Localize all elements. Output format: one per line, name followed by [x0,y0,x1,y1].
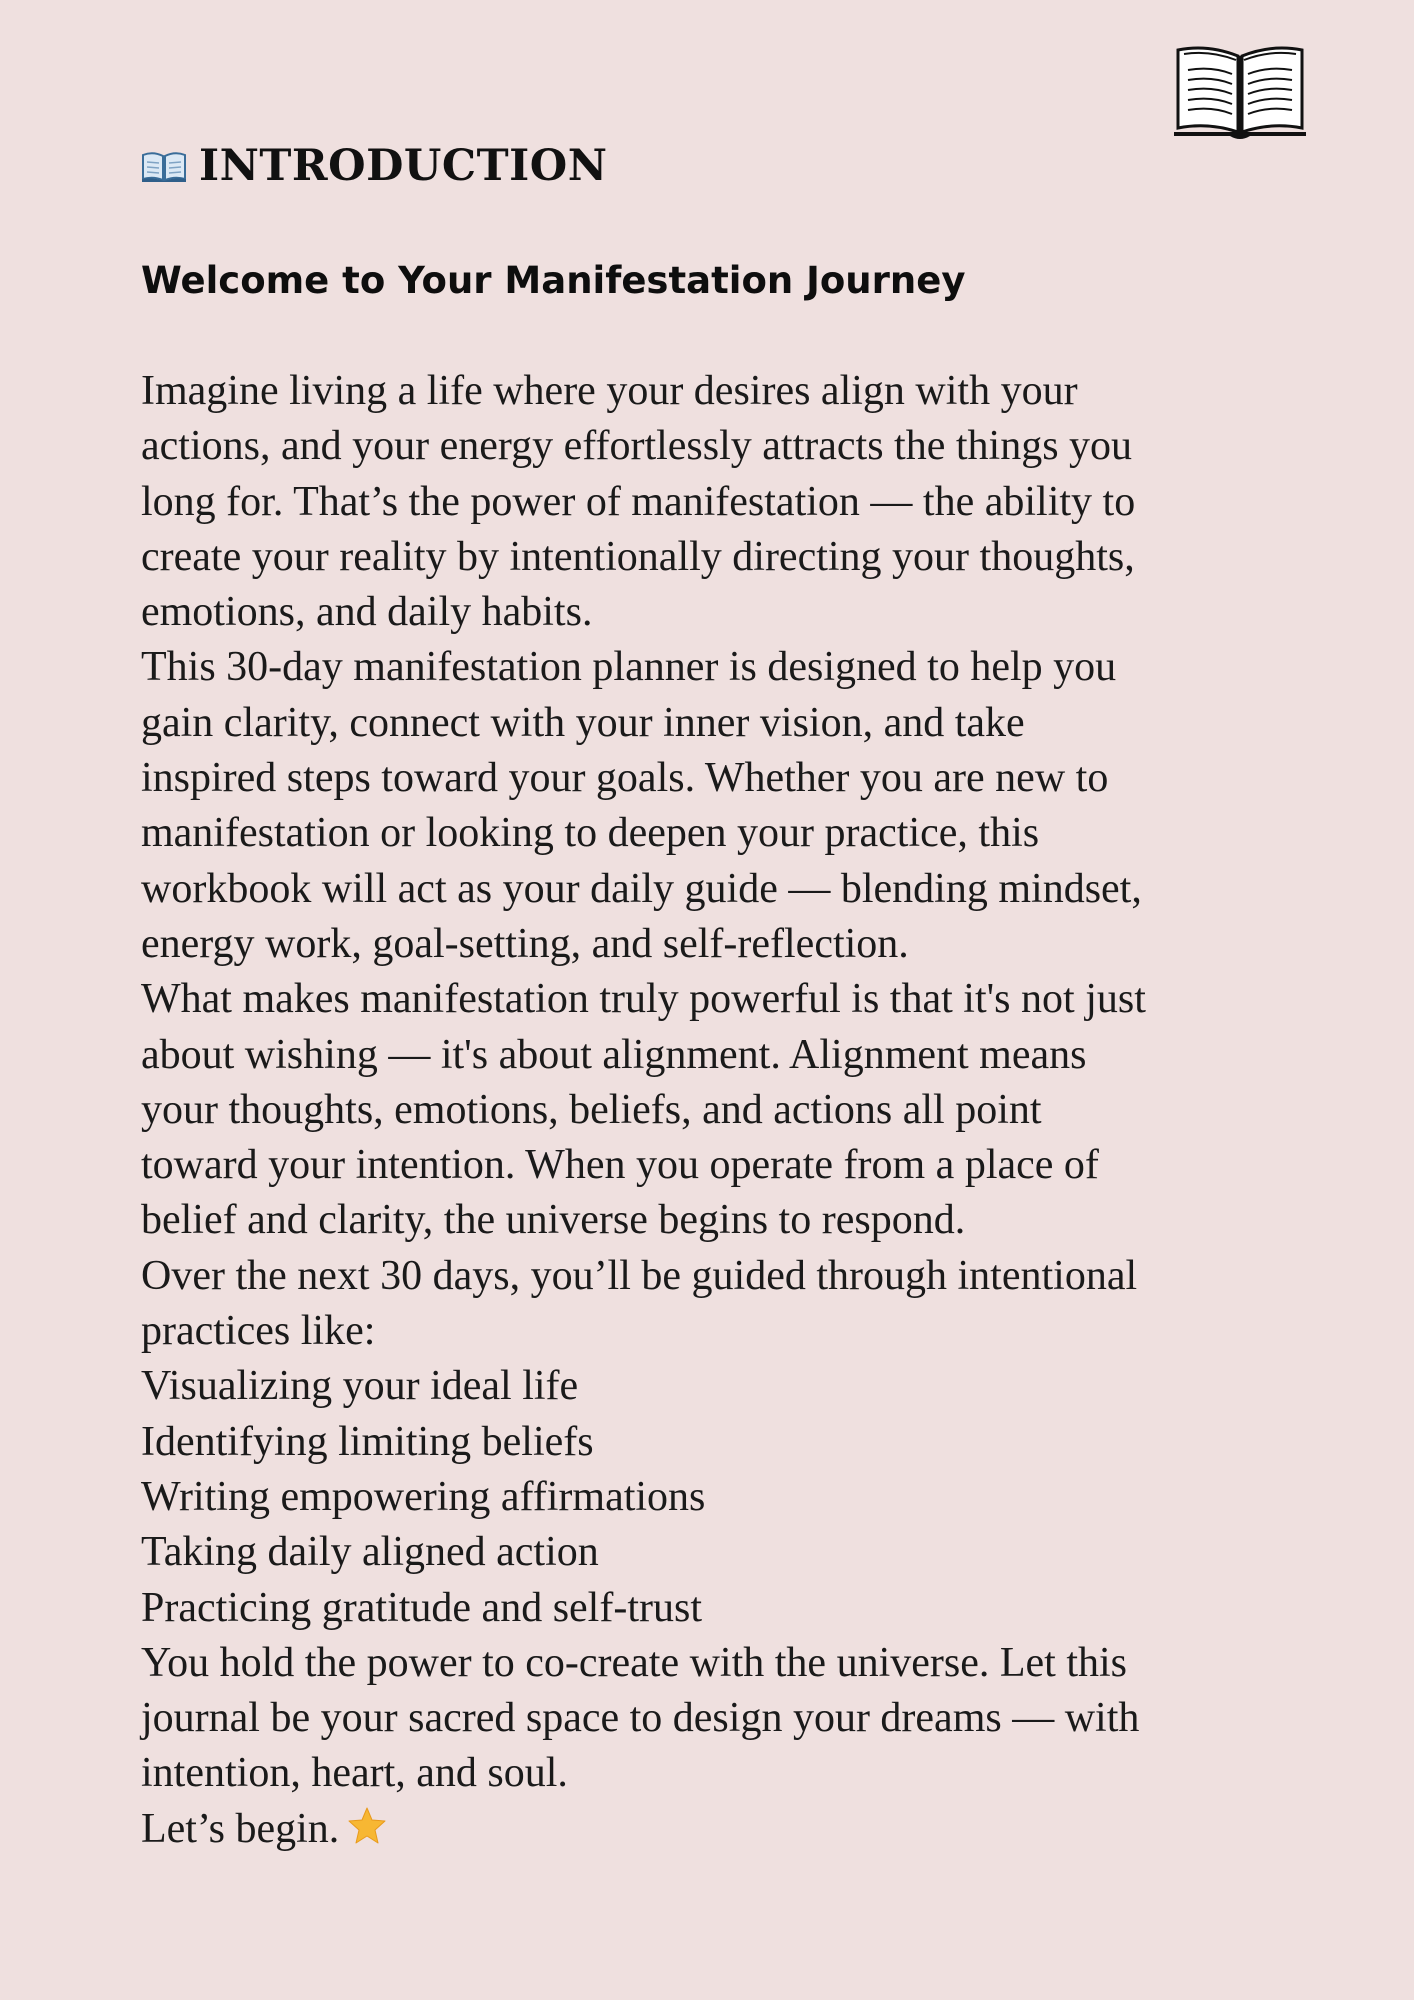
body-text [141,364,1281,1857]
body-line-text: Practicing gratitude and self-trust [141,1584,702,1631]
body-line [141,1415,1281,1470]
body-line-text: You hold the power to co-create with the universe. Let this [141,1639,1127,1686]
body-line [141,1581,1281,1636]
body-line-text: Taking daily aligned action [141,1529,599,1576]
body-line [141,751,1281,806]
body-line [141,1746,1281,1801]
body-line [141,530,1281,585]
body-line-text: inspired steps toward your goals. Whether you are new to [141,755,1109,802]
body-line-text: emotions, and daily habits. [141,589,593,636]
section-subtitle: Welcome to Your Manifestation Journey [141,259,966,302]
body-line [141,1028,1281,1083]
body-line-text: journal be your sacred space to design your dreams — with [141,1695,1140,1742]
body-line-text: toward your intention. When you operate from a place of [141,1142,1099,1189]
body-line [141,475,1281,530]
body-line [141,1691,1281,1746]
page-title: INTRODUCTION [199,140,608,191]
body-line [141,1802,1281,1857]
body-line [141,1304,1281,1359]
body-line-text: workbook will act as your daily guide — blending mindset, [141,865,1142,912]
body-line-text: about wishing — it's about alignment. Alignment means [141,1031,1087,1078]
body-line [141,917,1281,972]
body-line-text: This 30-day manifestation planner is designed to help you [141,644,1117,691]
body-line [141,806,1281,861]
body-line [141,585,1281,640]
body-line [141,364,1281,419]
body-line-text: gain clarity, connect with your inner vision, and take [141,699,1025,746]
star-icon [347,1806,387,1846]
body-line [141,972,1281,1027]
body-line-text: manifestation or looking to deepen your practice, this [141,810,1040,857]
page-heading [141,136,608,196]
body-line [141,640,1281,695]
body-line [141,1636,1281,1691]
body-line-text: Let’s begin. [141,1805,340,1852]
body-line-text: belief and clarity, the universe begins to respond. [141,1197,966,1244]
body-line-text: intention, heart, and soul. [141,1750,568,1797]
body-line-text: energy work, goal-setting, and self-reflection. [141,920,909,967]
open-book-icon [1172,44,1308,142]
body-line-text: create your reality by intentionally directing your thoughts, [141,533,1135,580]
body-line-text: Over the next 30 days, you’ll be guided through intentional [141,1252,1138,1299]
body-line [141,1083,1281,1138]
body-line [141,1193,1281,1248]
body-line [141,1138,1281,1193]
body-line-text: Writing empowering affirmations [141,1473,706,1520]
body-line-text: Imagine living a life where your desires align with your [141,368,1078,414]
body-line-text: your thoughts, emotions, beliefs, and actions all point [141,1086,1042,1133]
body-line [141,1525,1281,1580]
body-line [141,1470,1281,1525]
open-book-icon [141,149,187,183]
body-line-text: Visualizing your ideal life [141,1363,579,1410]
body-line [141,862,1281,917]
body-line [141,696,1281,751]
body-line-text: Identifying limiting beliefs [141,1418,594,1465]
body-line [141,419,1281,474]
body-line [141,1249,1281,1304]
body-line-text: What makes manifestation truly powerful is that it's not just [141,976,1146,1023]
body-line-text: practices like: [141,1308,376,1355]
body-line [141,1359,1281,1414]
body-line-text: actions, and your energy effortlessly attracts the things you [141,423,1133,470]
body-line-text: long for. That’s the power of manifestation — the ability to [141,478,1136,525]
